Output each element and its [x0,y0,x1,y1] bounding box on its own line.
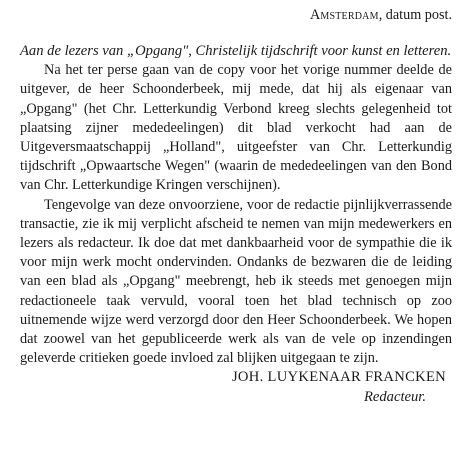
signature-name: JOH. LUYKENAAR FRANCKEN [231,369,446,386]
salutation: Aan de lezers van „Opgang", Christelijk tijdschrift voor kunst en letteren. [20,43,452,59]
body-paragraph-2: Tengevolge van deze onvoorziene, voor de redactie pijnlijkverrassende transactie, zie ik mij verplicht afscheid te nemen van mijn medewerkers en lezers als redacteur. Ik doe dat met dankbaarheid voor de sympathie die ik voor mijn werk mocht ondervinden. Ondanks de bezwaren die de leiding van een blad als „Opgang" meebrengt, heb ik steeds met genoegen mijn redactioneele taak vervuld, vooral toen het blad technisch op zoo uitnemende wijze werd verzorgd door den Heer Schoonderbeek. We hopen dat zoowel van het gepubliceerde werk als van de vele op inzendingen geleverde critieken goede invloed zal blijken uitgegaan te zijn. [20,196,452,367]
signature-role: Redacteur. [363,388,426,405]
dateline [20,6,452,25]
dateline-city: Amsterdam [309,7,379,23]
dateline-rest: , datum post. [378,7,452,23]
body-paragraph-1: Na het ter perse gaan van de copy voor het vorige nummer deelde de uitgever, de heer Schoonderbeek, mij mede, dat hij als eigenaar van „Opgang" (het Chr. Letterkundig Verbond kreeg slechts gelegenheid tot plaatsing zijner mededeelingen) dit blad verkocht had aan de Uitgeversmaatschappij „Holland", uitgeefster van Chr. Letterkundig tijdschrift „Opwaartsche Wegen" (waarin de mededeelingen van den Bond van Chr. Letterkundige Kringen verschijnen). [20,62,452,194]
